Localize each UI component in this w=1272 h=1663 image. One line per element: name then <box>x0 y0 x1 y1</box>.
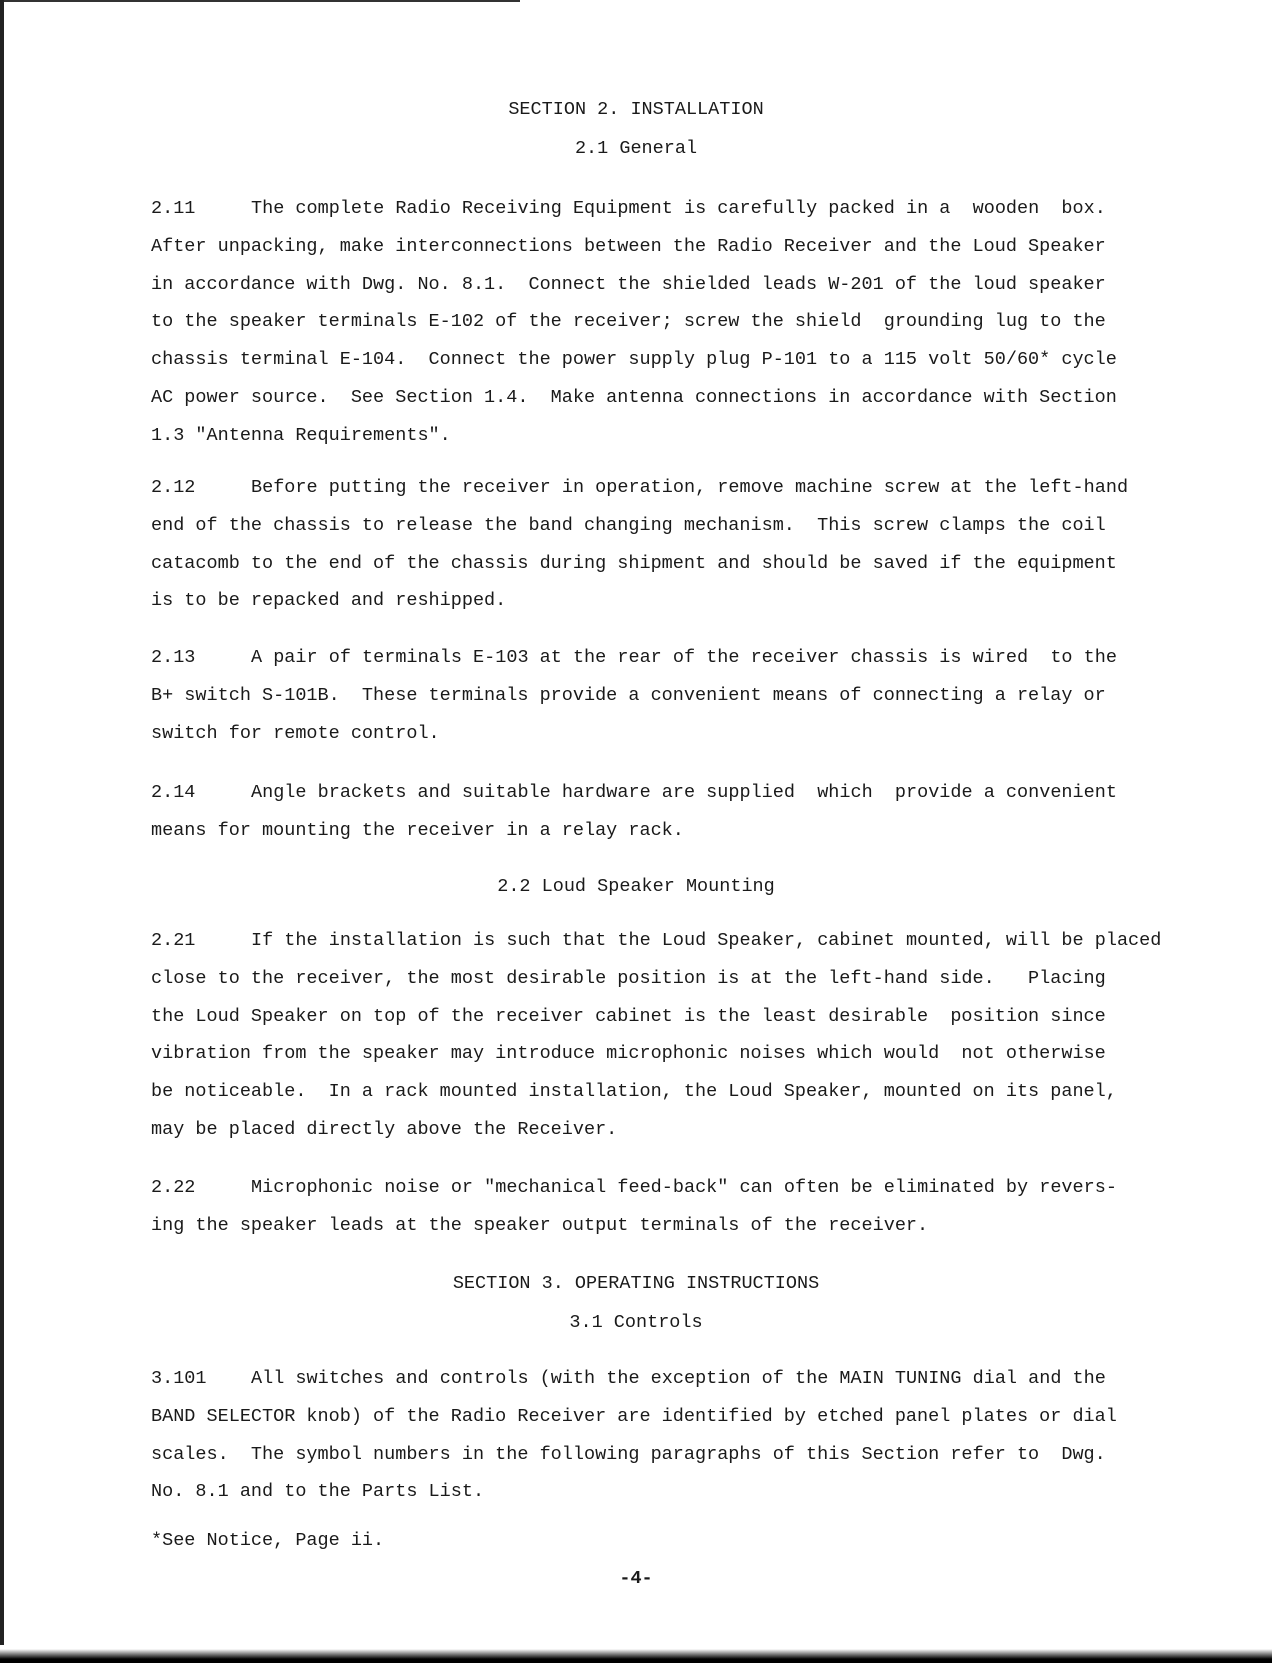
paragraph-number: 2.14 <box>151 782 196 803</box>
subsection-2-2-heading: 2.2 Loud Speaker Mounting <box>497 876 775 897</box>
paragraph-text: A pair of terminals E-103 at the rear of the receiver chassis is wired to the <box>251 647 1117 668</box>
paragraph-text: the Loud Speaker on top of the receiver cabinet is the least desirable position since <box>151 1005 1106 1027</box>
paragraph-line <box>151 1118 1151 1156</box>
paragraph-line <box>151 552 1151 590</box>
paragraph-line <box>151 1214 1151 1252</box>
section-3-heading: SECTION 3. OPERATING INSTRUCTIONS <box>452 1273 820 1294</box>
paragraph-text: ing the speaker leads at the speaker output terminals of the receiver. <box>151 1214 929 1236</box>
paragraph-number: 2.22 <box>151 1177 196 1198</box>
paragraph-text: to the speaker terminals E-102 of the receiver; screw the shield grounding lug to the <box>151 311 1106 333</box>
paragraph-line <box>151 424 1151 462</box>
paragraph-text: All switches and controls (with the exception of the MAIN TUNING dial and the <box>251 1368 1106 1389</box>
paragraph-text: AC power source. See Section 1.4. Make antenna connections in accordance with Section <box>151 386 1117 408</box>
paragraph-text: BAND SELECTOR knob) of the Radio Receiver are identified by etched panel plates or dial <box>151 1405 1117 1427</box>
paragraph-line <box>151 1443 1151 1481</box>
paragraph-line <box>151 1367 1151 1405</box>
paragraph-2-12 <box>151 476 1151 627</box>
paragraph-line <box>151 819 1151 857</box>
paragraph-line <box>151 1080 1151 1118</box>
paragraph-text: scales. The symbol numbers in the following paragraphs of this Section refer to Dwg. <box>151 1443 1106 1465</box>
paragraph-2-21 <box>151 929 1162 1156</box>
paragraph-line <box>151 476 1151 514</box>
paragraph-line <box>151 589 1151 627</box>
paragraph-2-14 <box>151 781 1151 857</box>
scan-edge-line <box>0 0 520 2</box>
paragraph-line <box>151 514 1151 552</box>
paragraph-text: Before putting the receiver in operation, remove machine screw at the left-hand <box>251 477 1129 498</box>
scan-left-edge <box>0 0 4 1663</box>
paragraph-line <box>151 967 1151 1005</box>
paragraph-number: 2.21 <box>151 930 196 951</box>
page-number: -4- <box>619 1568 653 1589</box>
paragraph-line <box>151 1480 1151 1518</box>
paragraph-2-11 <box>151 197 1151 462</box>
paragraph-2-22 <box>151 1176 1151 1252</box>
subsection-2-1-heading: 2.1 General <box>574 138 698 159</box>
paragraph-text: catacomb to the end of the chassis during shipment and should be saved if the equipment <box>151 552 1117 574</box>
paragraph-line <box>151 1042 1151 1080</box>
scan-bottom-edge <box>0 1645 1272 1663</box>
paragraph-number: 2.13 <box>151 647 196 668</box>
paragraph-text: vibration from the speaker may introduce microphonic noises which would not otherwise <box>151 1043 1106 1065</box>
paragraph-number: 3.101 <box>151 1368 207 1389</box>
paragraph-line <box>151 273 1151 311</box>
paragraph-line <box>151 684 1151 722</box>
paragraph-text: in accordance with Dwg. No. 8.1. Connect the shielded leads W-201 of the loud speaker <box>151 273 1106 295</box>
paragraph-text: Microphonic noise or "mechanical feed-back" can often be eliminated by revers- <box>251 1177 1117 1198</box>
paragraph-line <box>151 197 1151 235</box>
paragraph-text: Angle brackets and suitable hardware are supplied which provide a convenient <box>251 782 1117 803</box>
paragraph-line <box>151 386 1151 424</box>
paragraph-text: If the installation is such that the Loud Speaker, cabinet mounted, will be placed <box>251 930 1162 951</box>
paragraph-line <box>151 348 1151 386</box>
footnote: *See Notice, Page ii. <box>151 1530 385 1551</box>
paragraph-text: is to be repacked and reshipped. <box>151 590 507 612</box>
paragraph-text: end of the chassis to release the band changing mechanism. This screw clamps the coil <box>151 514 1106 536</box>
paragraph-2-13 <box>151 646 1151 759</box>
paragraph-text: No. 8.1 and to the Parts List. <box>151 1481 485 1503</box>
paragraph-line <box>151 235 1151 273</box>
paragraph-line <box>151 310 1151 348</box>
paragraph-number: 2.11 <box>151 198 196 219</box>
paragraph-text: The complete Radio Receiving Equipment is carefully packed in a wooden box. <box>251 198 1106 219</box>
paragraph-text: B+ switch S-101B. These terminals provide a convenient means of connecting a relay or <box>151 684 1106 706</box>
paragraph-line <box>151 1405 1151 1443</box>
paragraph-number: 2.12 <box>151 477 196 498</box>
section-2-heading: SECTION 2. INSTALLATION <box>508 99 764 120</box>
paragraph-text: 1.3 "Antenna Requirements". <box>151 424 451 446</box>
paragraph-line <box>151 646 1151 684</box>
subsection-3-1-heading: 3.1 Controls <box>569 1312 703 1333</box>
paragraph-text: means for mounting the receiver in a relay rack. <box>151 819 684 841</box>
paragraph-text: close to the receiver, the most desirable position is at the left-hand side. Placing <box>151 967 1106 989</box>
paragraph-text: After unpacking, make interconnections between the Radio Receiver and the Loud Speaker <box>151 235 1106 257</box>
paragraph-line <box>151 1176 1151 1214</box>
paragraph-text: switch for remote control. <box>151 722 440 744</box>
paragraph-3-101 <box>151 1367 1151 1518</box>
paragraph-text: chassis terminal E-104. Connect the power supply plug P-101 to a 115 volt 50/60* cycle <box>151 349 1117 371</box>
paragraph-line <box>151 1005 1151 1043</box>
paragraph-text: be noticeable. In a rack mounted installation, the Loud Speaker, mounted on its panel, <box>151 1081 1117 1103</box>
paragraph-line <box>151 929 1162 967</box>
paragraph-line <box>151 781 1151 819</box>
paragraph-text: may be placed directly above the Receiver. <box>151 1118 618 1140</box>
paragraph-line <box>151 722 1151 760</box>
